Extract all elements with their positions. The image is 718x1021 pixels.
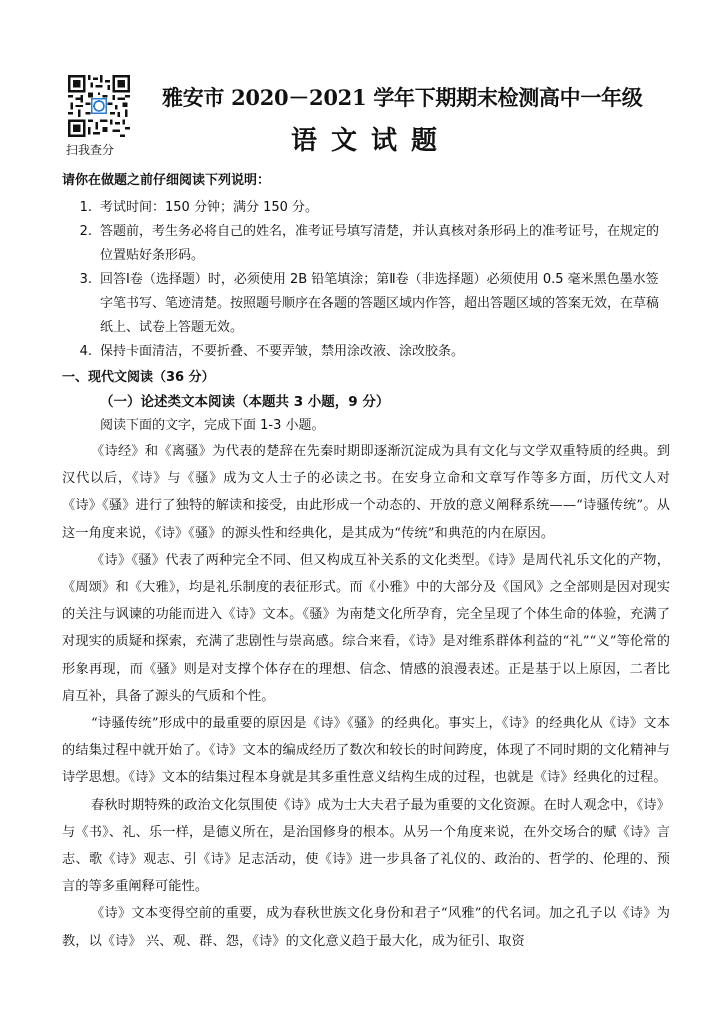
instruction-item [62, 220, 670, 268]
exam-title: 雅安市 2020－2021 学年下期期末检测高中一年级 [162, 85, 643, 110]
instruction-number: 1. [79, 200, 92, 215]
passage-paragraph: 《诗》文本变得空前的重要，成为春秋世族文化身份和君子“风雅”的代名词。加之孔子以《诗》为教，以《诗》 兴、观、群、怨，《诗》的文化意义趋于最大化，成为征引、取资 [62, 906, 670, 949]
instruction-number: 4. [79, 344, 92, 359]
instruction-item [62, 268, 670, 340]
instruction-number: 3. [79, 272, 92, 287]
passage-paragraph: 春秋时期特殊的政治文化氛围使《诗》成为士大夫君子最为重要的文化资源。在时人观念中，《诗》与《书》、礼、乐一样，是德义所在，是治国修身的根本。从另一个角度来说，在外交场合的赋《诗》言志、歌《诗》观志、引《诗》足志活动，使《诗》进一步具备了礼仪的、政治的、哲学的、伦理的、预言的等多重阐释可能性。 [62, 797, 670, 895]
section-heading: 一、现代文阅读（36 分） [62, 370, 215, 385]
instructions-heading: 请你在做题之前仔细阅读下列说明： [62, 173, 271, 188]
instruction-text: 答题前，考生务必将自己的姓名，准考证号填写清楚，并认真核对条形码上的准考证号，在规定的位置贴好条形码。 [100, 224, 660, 263]
instruction-number: 2. [79, 224, 92, 239]
subject-title: 语文试题 [290, 126, 451, 156]
reading-instruction: 阅读下面的文字，完成下面 1-3 小题。 [100, 418, 325, 433]
passage-paragraph: 《诗》《骚》代表了两种完全不同、但又构成互补关系的文化类型。《诗》是周代礼乐文化的产物，《周颂》和《大雅》，均是礼乐制度的表征形式。而《小雅》中的大部分及《国风》之全部则是因对现实的关注与讽谏的功能而进入《诗》文本。《骚》为南楚文化所孕育，完全呈现了个体生命的体验，充满了对现实的质疑和探索，充满了悲剧性与崇高感。综合来看，《诗》是对维系群体利益的“礼”“义”等伦常的形象再现，而《骚》则是对支撑个体存在的理想、信念、情感的浪漫表述。正是基于以上原因，二者比肩互补，具备了源头的气质和个性。 [62, 552, 670, 704]
instructions-list [62, 196, 670, 364]
passage-paragraph: 《诗经》和《离骚》为代表的楚辞在先秦时期即逐渐沉淀成为具有文化与文学双重特质的经典。到汉代以后，《诗》与《骚》成为文人士子的必读之书。在安身立命和文章写作等多方面，历代文人对《诗》《骚》进行了独特的解读和接受，由此形成一个动态的、开放的意义阐释系统——“诗骚传统”。从这一角度来说，《诗》《骚》的源头性和经典化，是其成为“传统”和典范的内在原因。 [62, 444, 670, 541]
instruction-text: 回答Ⅰ卷（选择题）时，必须使用 2B 铅笔填涂；第Ⅱ卷（非选择题）必须使用 0.5 毫米黑色墨水签字笔书写、笔迹清楚。按照题号顺序在各题的答题区域内作答，超出答题区域的答案无效，在草稿纸上、试卷上答题无效。 [100, 272, 660, 335]
qr-caption: 扫我查分 [66, 143, 115, 157]
passage-paragraph: “诗骚传统”形成中的最重要的原因是《诗》《骚》的经典化。事实上，《诗》的经典化从《诗》文本的结集过程中就开始了。《诗》文本的编成经历了数次和较长的时间跨度，体现了不同时期的文化精神与诗学思想。《诗》文本的结集过程本身就是其多重性意义结构生成的过程，也就是《诗》经典化的过程。 [62, 716, 670, 786]
instruction-text: 考试时间：150 分钟；满分 150 分。 [100, 200, 319, 215]
instruction-text: 保持卡面清洁，不要折叠、不要弄皱，禁用涂改液、涂改胶条。 [100, 344, 465, 359]
instruction-item [62, 196, 670, 220]
exam-content [62, 170, 670, 955]
subsection-heading: （一）论述类文本阅读（本题共 3 小题，9 分） [100, 394, 390, 410]
instruction-item [62, 340, 670, 364]
